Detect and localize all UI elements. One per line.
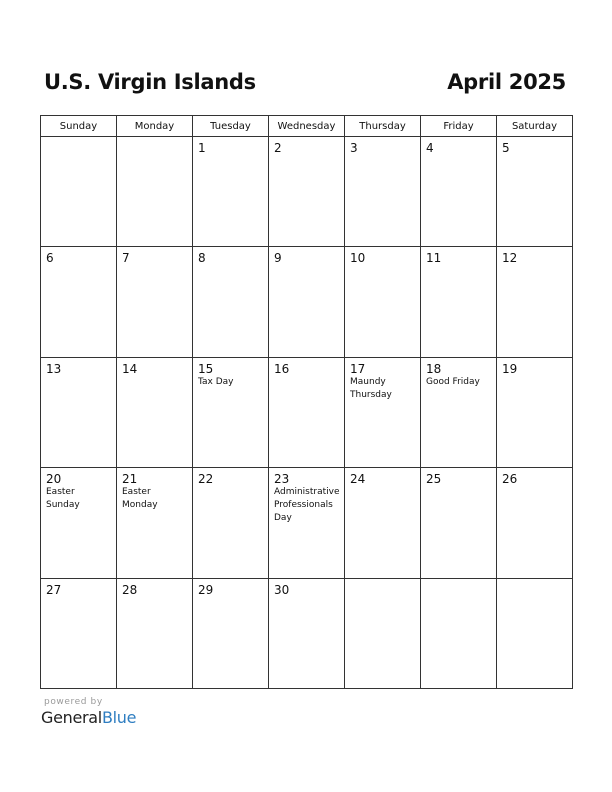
weekday-header-saturday: Saturday — [497, 116, 573, 137]
day-number: 24 — [350, 472, 366, 487]
day-number: 23 — [274, 472, 290, 487]
day-cell[interactable] — [345, 468, 421, 578]
weekday-header-thursday: Thursday — [345, 116, 421, 137]
day-number: 21 — [122, 472, 138, 487]
holiday-label: Administrative Professionals Day — [274, 487, 340, 524]
powered-by-label: powered by — [44, 697, 103, 707]
empty-day-cell — [497, 578, 573, 688]
day-cell[interactable] — [345, 137, 421, 247]
day-number: 7 — [122, 251, 130, 266]
day-number: 5 — [502, 141, 510, 155]
day-number: 9 — [274, 251, 282, 266]
brand-blue-text: Blue — [101, 708, 137, 727]
day-cell[interactable] — [269, 578, 345, 688]
day-number: 13 — [46, 361, 62, 376]
day-number: 17 — [350, 361, 366, 376]
day-number: 4 — [426, 141, 434, 155]
day-cell[interactable] — [497, 357, 573, 467]
day-number: 3 — [350, 141, 358, 155]
weekday-header-friday: Friday — [421, 116, 497, 137]
day-cell[interactable] — [421, 137, 497, 247]
day-number: 22 — [198, 472, 214, 487]
day-number: 8 — [198, 251, 206, 266]
day-number: 30 — [274, 582, 290, 597]
day-cell[interactable] — [117, 357, 193, 467]
day-cell[interactable] — [117, 247, 193, 357]
month-title: April 2025 — [447, 70, 566, 94]
day-number: 10 — [350, 251, 366, 266]
day-cell[interactable] — [269, 137, 345, 247]
weekday-header-wednesday: Wednesday — [269, 116, 345, 137]
day-cell[interactable] — [345, 357, 421, 467]
brand-logo[interactable] — [41, 708, 136, 727]
empty-day-cell — [117, 137, 193, 247]
day-number: 16 — [274, 361, 290, 376]
day-cell[interactable] — [193, 357, 269, 467]
day-number: 19 — [502, 361, 518, 376]
day-cell[interactable] — [41, 247, 117, 357]
day-cell[interactable] — [193, 137, 269, 247]
day-cell[interactable] — [193, 247, 269, 357]
day-cell[interactable] — [497, 247, 573, 357]
day-number: 29 — [198, 582, 214, 597]
holiday-label: Maundy Thursday — [350, 376, 392, 400]
week-row — [41, 357, 573, 467]
day-cell[interactable] — [269, 357, 345, 467]
day-cell[interactable] — [41, 357, 117, 467]
holiday-label: Easter Sunday — [46, 487, 80, 511]
day-number: 28 — [122, 582, 138, 597]
day-cell[interactable] — [421, 357, 497, 467]
weekday-header-sunday: Sunday — [41, 116, 117, 137]
day-number: 14 — [122, 361, 138, 376]
day-cell[interactable] — [345, 247, 421, 357]
empty-day-cell — [41, 137, 117, 247]
holiday-label: Easter Monday — [122, 487, 158, 511]
day-number: 20 — [46, 472, 62, 487]
week-row — [41, 137, 573, 247]
day-number: 12 — [502, 251, 518, 266]
empty-day-cell — [421, 578, 497, 688]
brand-general-text: General — [41, 708, 102, 727]
weekday-header-tuesday: Tuesday — [193, 116, 269, 137]
day-number: 15 — [198, 361, 214, 376]
day-number: 27 — [46, 582, 62, 597]
day-number: 18 — [426, 361, 442, 376]
day-cell[interactable] — [193, 468, 269, 578]
week-row — [41, 247, 573, 357]
day-cell[interactable] — [269, 247, 345, 357]
region-title: U.S. Virgin Islands — [44, 70, 256, 94]
day-cell[interactable] — [117, 468, 193, 578]
weekday-header-monday: Monday — [117, 116, 193, 137]
day-cell[interactable] — [193, 578, 269, 688]
day-number: 1 — [198, 141, 206, 155]
day-number: 11 — [426, 251, 442, 266]
empty-day-cell — [345, 578, 421, 688]
day-cell[interactable] — [421, 247, 497, 357]
day-number: 25 — [426, 472, 442, 487]
day-number: 26 — [502, 472, 518, 487]
holiday-label: Good Friday — [426, 376, 480, 387]
day-cell[interactable] — [41, 578, 117, 688]
weekday-header-row — [41, 116, 573, 137]
week-row — [41, 578, 573, 688]
day-cell[interactable] — [41, 468, 117, 578]
day-cell[interactable] — [497, 468, 573, 578]
holiday-label: Tax Day — [198, 376, 234, 387]
day-number: 2 — [274, 141, 282, 155]
calendar-grid — [40, 115, 573, 689]
week-row — [41, 468, 573, 578]
day-cell[interactable] — [421, 468, 497, 578]
day-cell[interactable] — [497, 137, 573, 247]
day-cell[interactable] — [117, 578, 193, 688]
day-number: 6 — [46, 251, 54, 266]
day-cell[interactable] — [269, 468, 345, 578]
